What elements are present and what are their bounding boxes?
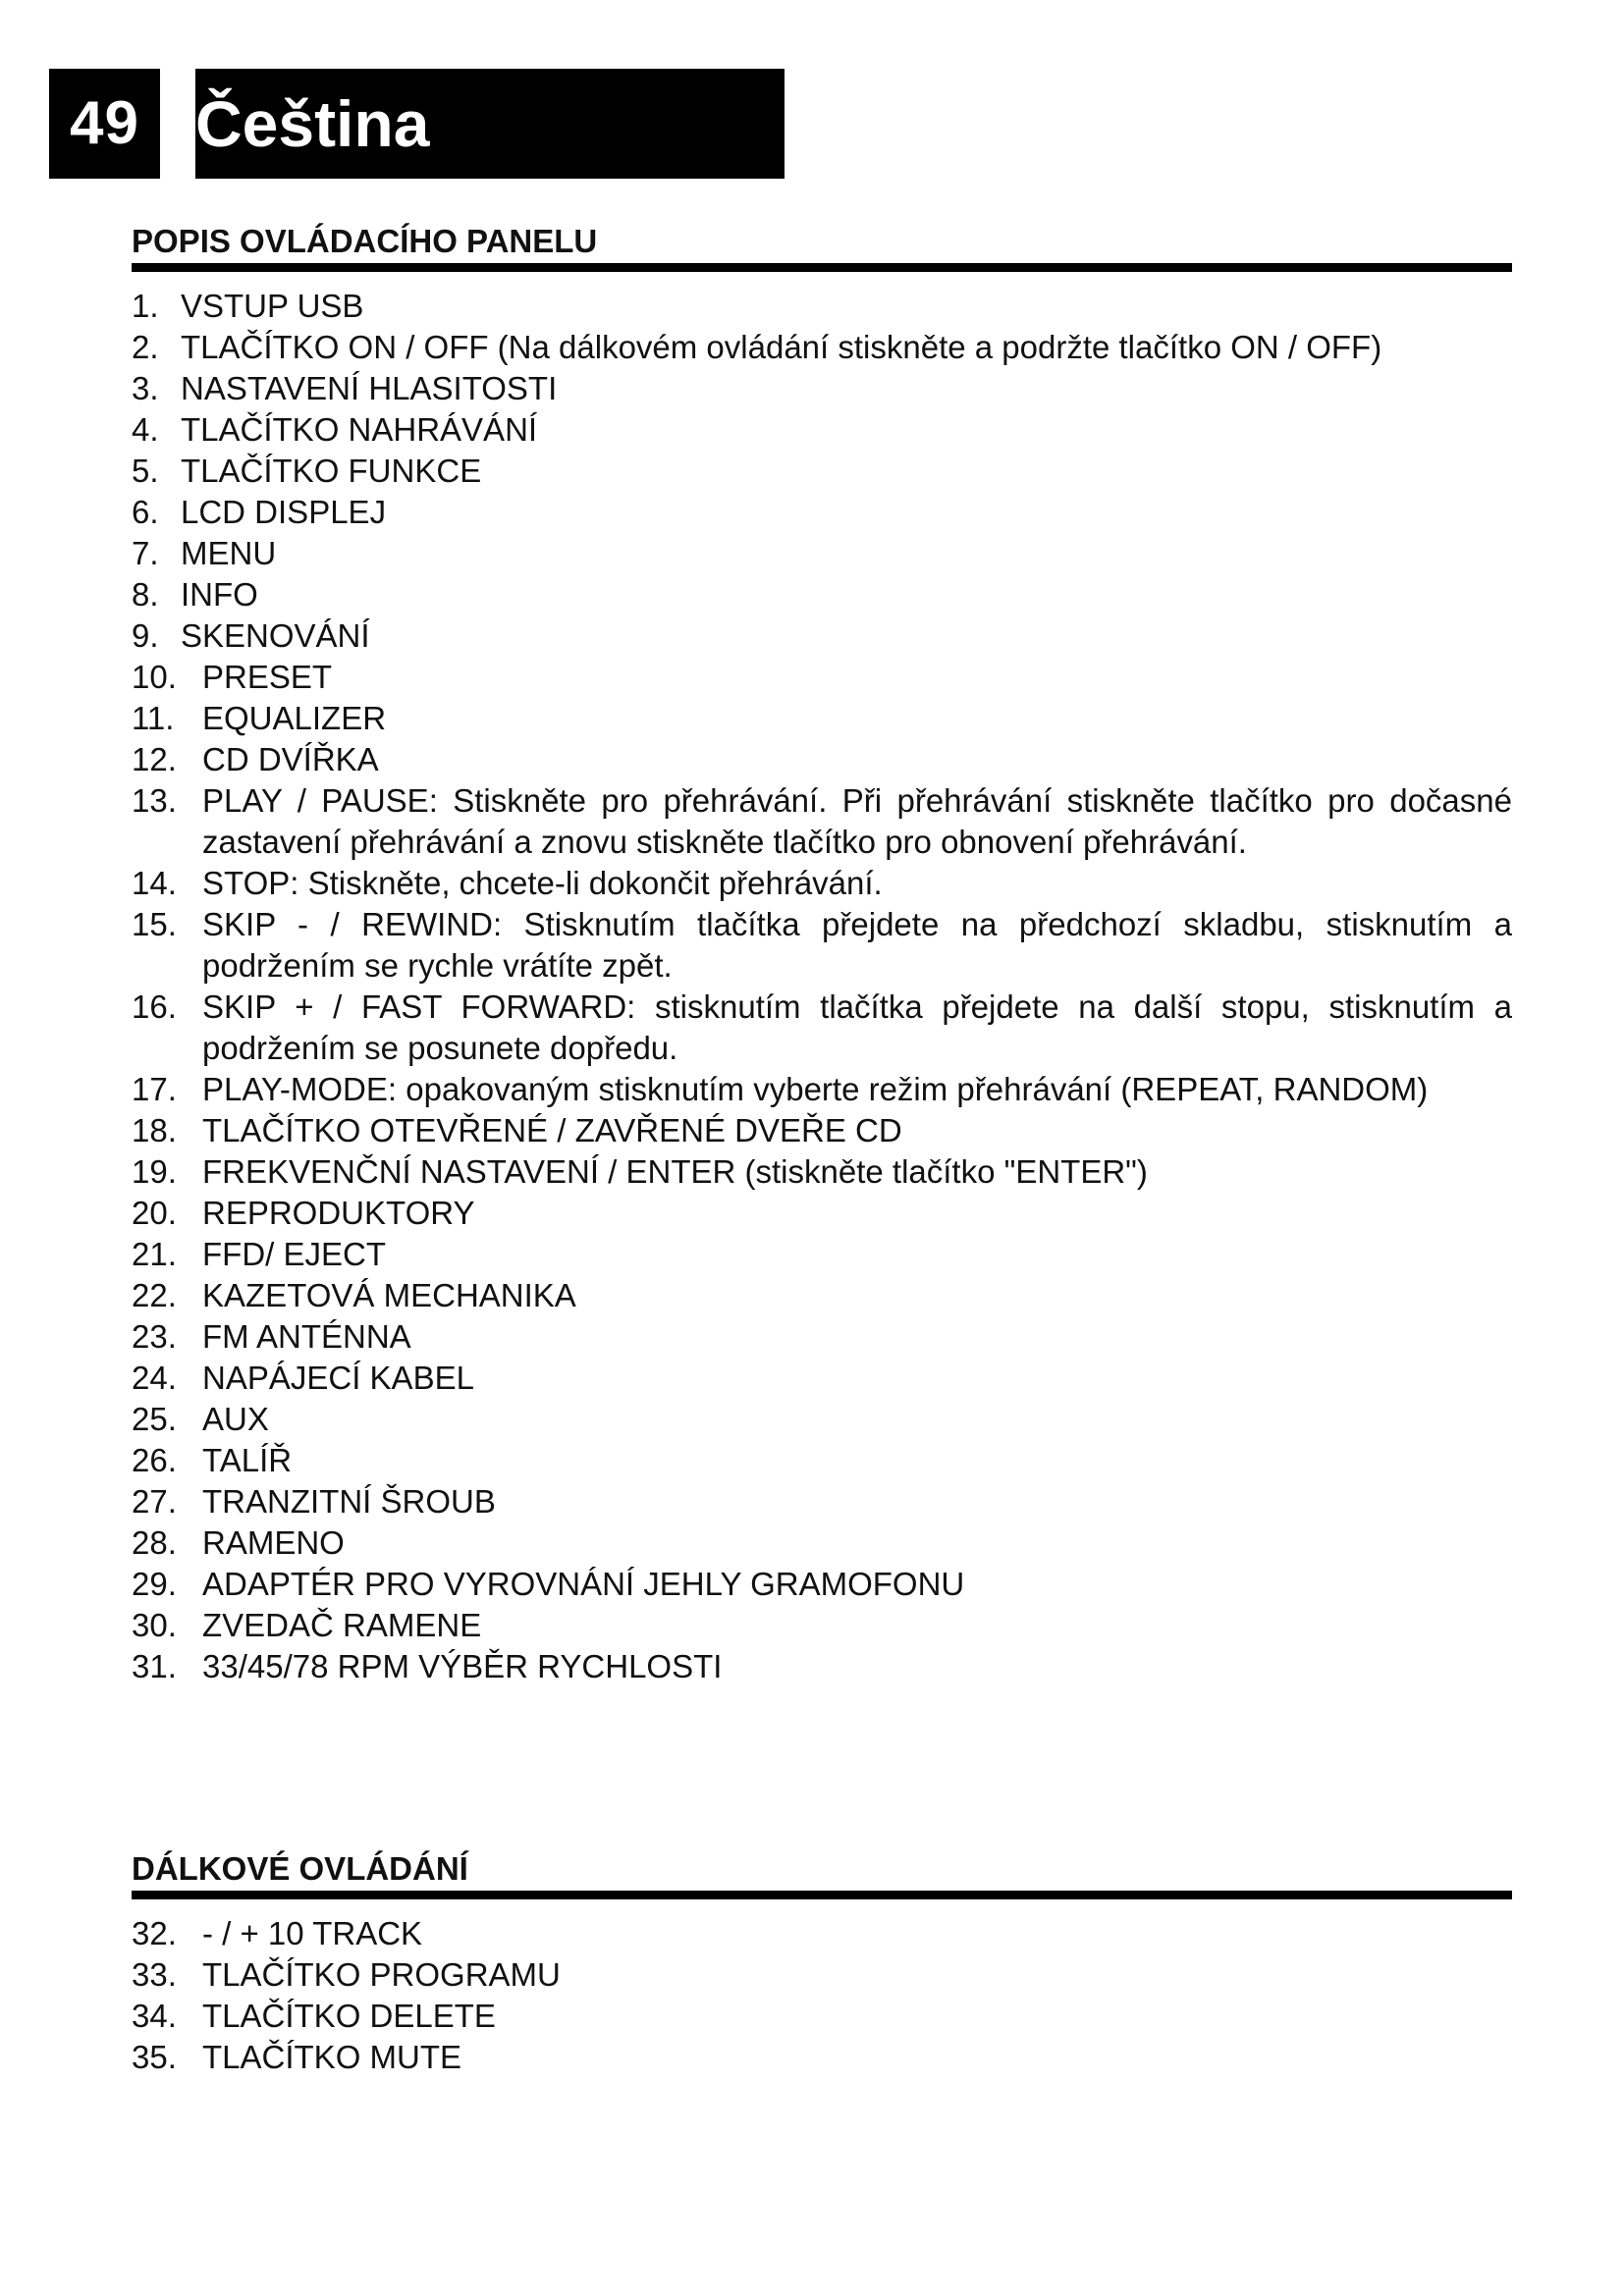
item-number: 12. [132, 741, 177, 777]
control-panel-list [132, 286, 1512, 1687]
list-item [132, 409, 1512, 451]
item-text: TLAČÍTKO DELETE [202, 1998, 496, 2034]
item-number: 32. [132, 1915, 177, 1951]
list-item [132, 327, 1512, 368]
section-title: POPIS OVLÁDACÍHO PANELU [132, 223, 598, 259]
item-number: 29. [132, 1566, 177, 1602]
section-divider [132, 1891, 1512, 1899]
item-number: 11. [132, 700, 175, 736]
item-text: EQUALIZER [202, 700, 387, 736]
list-item [132, 1564, 1512, 1605]
item-text: PLAY-MODE: opakovaným stisknutím vyberte režim přehrávání (REPEAT, RANDOM) [202, 1071, 1429, 1107]
item-text: FFD/ EJECT [202, 1236, 386, 1272]
item-number: 20. [132, 1195, 177, 1231]
item-number: 6. [132, 494, 159, 530]
list-item [132, 492, 1512, 533]
item-number: 23. [132, 1318, 177, 1355]
item-text: TLAČÍTKO OTEVŘENÉ / ZAVŘENÉ DVEŘE CD [202, 1112, 902, 1148]
item-text: VSTUP USB [181, 288, 364, 324]
item-text: TLAČÍTKO PROGRAMU [202, 1956, 561, 1993]
item-text: KAZETOVÁ MECHANIKA [202, 1277, 576, 1313]
list-item [132, 657, 1512, 698]
section-control-panel [132, 222, 1512, 1687]
item-number: 33. [132, 1956, 177, 1993]
list-item [132, 1996, 1512, 2037]
item-text: TRANZITNÍ ŠROUB [202, 1483, 496, 1520]
item-number: 19. [132, 1153, 177, 1190]
item-text: STOP: Stiskněte, chcete-li dokončit přehrávání. [202, 865, 883, 901]
item-text: TALÍŘ [202, 1442, 293, 1478]
list-item [132, 1399, 1512, 1440]
item-text: PRESET [202, 659, 333, 695]
list-item [132, 1110, 1512, 1151]
list-item [132, 1358, 1512, 1399]
item-number: 10. [132, 659, 177, 695]
item-number: 28. [132, 1524, 177, 1561]
item-text: SKIP + / FAST FORWARD: stisknutím tlačítka přejdete na další stopu, stisknutím a podržením se posunete dopředu. [202, 988, 1512, 1066]
item-text: RAMENO [202, 1524, 345, 1561]
list-item [132, 863, 1512, 904]
item-text: PLAY / PAUSE: Stiskněte pro přehrávání. Při přehrávání stiskněte tlačítko pro dočasné zastavení přehrávání a znovu stiskněte tlačítko pro obnovení přehrávání. [202, 782, 1512, 860]
section-title: DÁLKOVÉ OVLÁDÁNÍ [132, 1850, 468, 1887]
item-number: 3. [132, 370, 159, 406]
item-number: 25. [132, 1401, 177, 1437]
item-text: TLAČÍTKO MUTE [202, 2039, 462, 2075]
item-number: 24. [132, 1360, 177, 1396]
item-text: LCD DISPLEJ [181, 494, 387, 530]
section-remote-control [132, 1849, 1512, 2078]
language-title-bar: Čeština [195, 69, 785, 179]
item-number: 22. [132, 1277, 177, 1313]
item-text: TLAČÍTKO ON / OFF (Na dálkovém ovládání stiskněte a podržte tlačítko ON / OFF) [181, 329, 1382, 365]
item-number: 4. [132, 411, 159, 448]
list-item [132, 1151, 1512, 1193]
list-item [132, 987, 1512, 1069]
item-number: 31. [132, 1648, 177, 1684]
item-text: SKIP - / REWIND: Stisknutím tlačítka přejdete na předchozí skladbu, stisknutím a podržením se rychle vrátíte zpět. [202, 906, 1512, 984]
list-item [132, 368, 1512, 409]
page-number-badge: 49 [49, 69, 160, 179]
list-item [132, 904, 1512, 987]
item-number: 5. [132, 453, 159, 489]
list-item [132, 1913, 1512, 1954]
list-item [132, 1646, 1512, 1687]
item-text: TLAČÍTKO NAHRÁVÁNÍ [181, 411, 538, 448]
item-number: 35. [132, 2039, 177, 2075]
item-number: 9. [132, 617, 159, 654]
item-number: 15. [132, 906, 177, 942]
item-text: CD DVÍŘKA [202, 741, 379, 777]
remote-control-list [132, 1913, 1512, 2078]
item-number: 13. [132, 782, 177, 819]
item-number: 34. [132, 1998, 177, 2034]
item-number: 14. [132, 865, 177, 901]
item-text: NASTAVENÍ HLASITOSTI [181, 370, 558, 406]
item-text: NAPÁJECÍ KABEL [202, 1360, 474, 1396]
item-number: 17. [132, 1071, 177, 1107]
item-text: REPRODUKTORY [202, 1195, 475, 1231]
list-item [132, 286, 1512, 327]
item-text: FM ANTÉNNA [202, 1318, 411, 1355]
item-number: 27. [132, 1483, 177, 1520]
list-item [132, 574, 1512, 615]
item-number: 21. [132, 1236, 177, 1272]
list-item [132, 2037, 1512, 2078]
list-item [132, 1605, 1512, 1646]
list-item [132, 1316, 1512, 1358]
list-item [132, 1440, 1512, 1481]
list-item [132, 1954, 1512, 1996]
item-number: 7. [132, 535, 159, 571]
item-number: 26. [132, 1442, 177, 1478]
list-item [132, 1522, 1512, 1564]
item-text: AUX [202, 1401, 269, 1437]
list-item [132, 1275, 1512, 1316]
item-number: 18. [132, 1112, 177, 1148]
item-number: 1. [132, 288, 159, 324]
list-item [132, 451, 1512, 492]
item-text: 33/45/78 RPM VÝBĚR RYCHLOSTI [202, 1648, 723, 1684]
item-text: INFO [181, 576, 258, 613]
item-text: ADAPTÉR PRO VYROVNÁNÍ JEHLY GRAMOFONU [202, 1566, 965, 1602]
list-item [132, 698, 1512, 739]
list-item [132, 533, 1512, 574]
list-item [132, 1481, 1512, 1522]
list-item [132, 1234, 1512, 1275]
list-item [132, 1069, 1512, 1110]
item-text: FREKVENČNÍ NASTAVENÍ / ENTER (stiskněte tlačítko "ENTER") [202, 1153, 1148, 1190]
item-text: TLAČÍTKO FUNKCE [181, 453, 482, 489]
item-number: 16. [132, 988, 177, 1025]
list-item [132, 1193, 1512, 1234]
item-text: - / + 10 TRACK [202, 1915, 423, 1951]
item-text: SKENOVÁNÍ [181, 617, 370, 654]
list-item [132, 739, 1512, 780]
item-text: ZVEDAČ RAMENE [202, 1607, 482, 1643]
section-divider [132, 263, 1512, 272]
item-number: 2. [132, 329, 159, 365]
item-text: MENU [181, 535, 277, 571]
item-number: 30. [132, 1607, 177, 1643]
list-item [132, 780, 1512, 863]
list-item [132, 615, 1512, 657]
item-number: 8. [132, 576, 159, 613]
